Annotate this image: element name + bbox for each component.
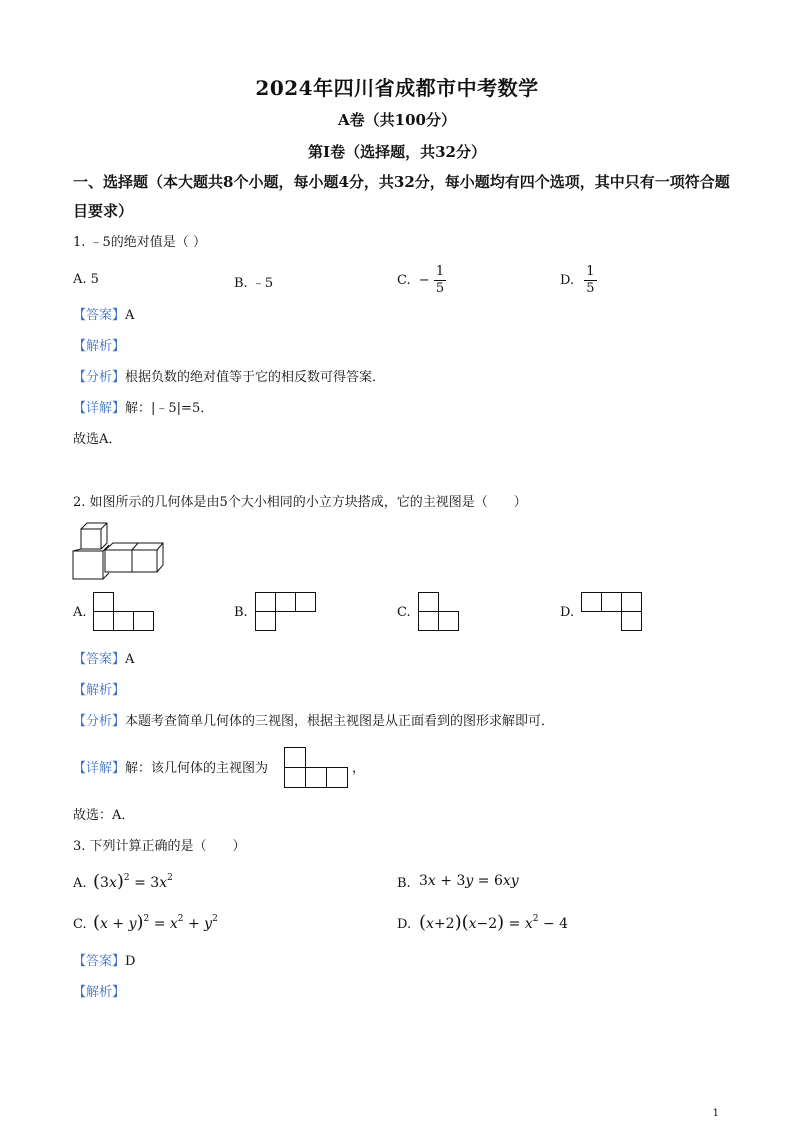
q1-conclusion: 故选A． [73,432,122,447]
page-title: 2024年四川省成都市中考数学 [255,76,539,100]
q1-option-c-fraction: $\frac{1}{5}$ [435,264,445,296]
q3-option-c-label: C. [73,917,87,932]
q1-option-d-fraction: $\frac{1}{5}$ [586,264,595,296]
q1-option-c [397,264,446,297]
q2-analysis-label: 【解析】 [73,683,126,698]
q3-analysis-label: 【解析】 [73,985,126,1000]
q2-option-b-label: B. [234,605,248,620]
q2-conclusion: 故选：A． [73,808,135,823]
q2-option-d-label: D. [560,605,575,620]
q1-option-a: A. 5 [73,272,99,287]
q1-detail: 【详解】解：|﹣5|=5． [73,401,214,416]
q1-stem: 1. ﹣5的绝对值是（ ） [73,235,206,250]
q2-option-c-label: C. [397,605,411,620]
q2-fenxi: 【分析】本题考查简单几何体的三视图，根据主视图是从正面看到的图形求解即可． [73,714,555,729]
q2-option-b-figure [255,592,317,632]
q3-option-b-label: B. [397,876,411,891]
q2-detail: 【详解】解：该几何体的主视图为 [73,761,269,776]
q2-detail-end: ， [352,761,366,776]
q3-option-a-label: A. [73,876,87,891]
q2-option-a-figure [93,592,155,632]
q3-option-d-label: D. [397,917,412,932]
q1-option-d [560,264,597,297]
q1-option-c-label: C. [397,273,411,288]
q3-option-c-expression: $(x + y)^2 = x^2 + y^2$ [93,912,218,933]
q3-option-d-expression: $(x+2)(x-2) = x^2 - 4$ [419,912,569,933]
q1-answer: 【答案】A [73,308,135,323]
section-heading: 一、选择题（本大题共8个小题，每小题4分，共32分，每小题均有四个选项，其中只有一项符合题目要求） [73,173,730,220]
q3-answer: 【答案】D [73,954,136,969]
q1-fenxi: 【分析】根据负数的绝对值等于它的相反数可得答案． [73,370,386,385]
q2-stem: 2. 如图所示的几何体是由5个大小相同的小立方块搭成，它的主视图是（ ） [73,495,527,510]
q1-option-c-sign: − [418,273,430,288]
exam-subtitle: A卷（共100分） [338,111,456,129]
page-number: 1 [712,1108,719,1119]
q2-answer: 【答案】A [73,652,135,667]
q1-analysis-label: 【解析】 [73,339,126,354]
q2-cube-figure [72,519,164,581]
q1-option-d-label: D. [560,273,575,288]
q2-option-c-figure [418,592,462,632]
q3-option-a-expression: $(3x)^2 = 3x^2$ [93,871,173,892]
q1-option-b: B. ﹣5 [234,276,274,291]
q3-stem: 3. 下列计算正确的是（ ） [73,839,246,854]
q2-option-d-figure [581,592,643,632]
q2-detail-front-view [284,747,350,789]
exam-part: 第Ⅰ卷（选择题，共32分） [308,143,486,161]
q3-option-b-expression: 3x + 3y = 6xy [419,873,519,889]
q2-option-a-label: A. [73,605,87,620]
